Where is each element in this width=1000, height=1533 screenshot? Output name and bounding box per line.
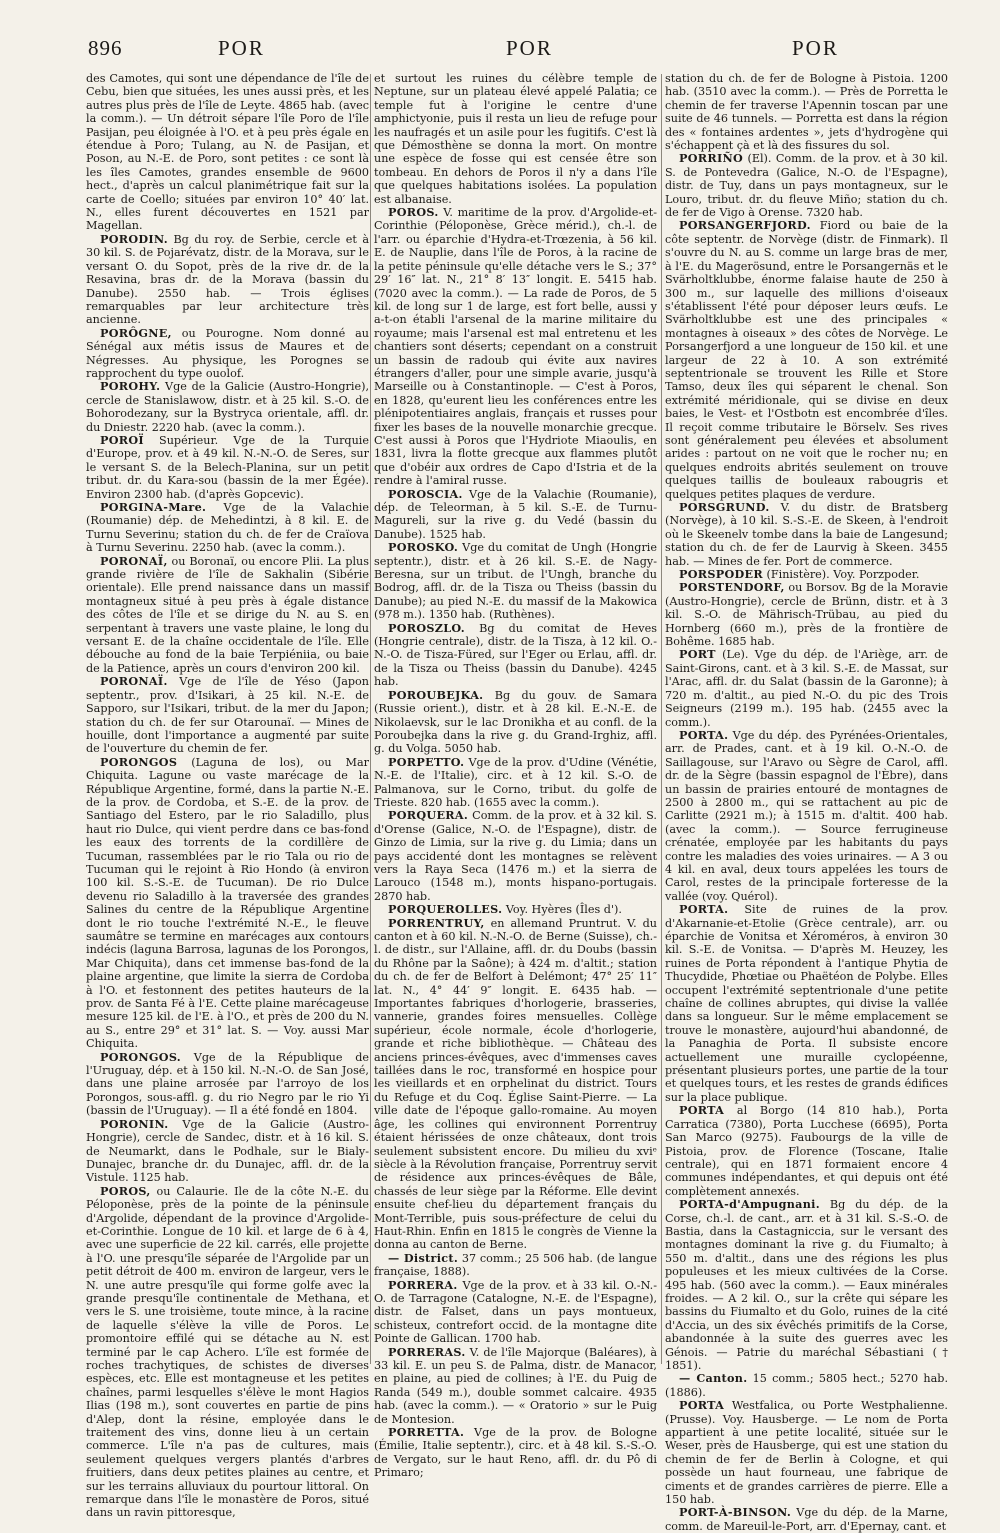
running-headword-right: POR	[792, 36, 839, 60]
entry-text: Fiord ou baie de la côte septentr. de Norvège (distr. de Finmark). Il s'ouvre du N. au S. comme un large bras de mer, à l'E. du Magerösund, entre le Porsangernäs et le Svärholtklubbe, énorme falaise haute de 250 à 300 m., sur laquelle des millions d'oiseaux s'établissent l'été pour déposer leurs œufs. Le Svärholtklubbe est une des principales « montagnes à oiseaux » des côtes de Norvège. Le Porsangerfjord a une longueur de 150 kil. et une largeur de 22 à 10. A son extrémité septentrionale se trouvent les Rille et Store Tamso, deux îles qui séparent le chenal. Son extrémité méridionale, qui se divise en deux baies, le Vest- et l'Ostbotn est encombrée d'îles. Il reçoit comme tributaire le Börselv. Ses rives sont généralement peu élevées et absolument arides : partout on ne voit que le rocher nu; en quelques endroits abrités seulement on trouve quelques taillis de bouleaux rabougris et quelques petites plaques de verdure.	[665, 219, 948, 501]
entry-headword: PORONGOS.	[100, 1049, 182, 1064]
column-divider	[661, 74, 662, 1364]
entry-headword: POROHY.	[100, 379, 161, 394]
dictionary-entry	[374, 541, 657, 621]
entry-headword: PORONAÏ,	[100, 553, 168, 568]
entry-text: (Le). Vge du dép. de l'Ariège, arr. de Saint-Girons, cant. et à 3 kil. S.-E. de Massat, sur l'Arac, affl. dr. du Salat (bassin de la Garonne); à 720 m. d'altit., au pied N.-O. du pic des Trois Seigneurs (2199 m.). 195 hab. (2455 avec la comm.).	[665, 648, 948, 729]
entry-continuation	[665, 72, 948, 152]
dictionary-entry	[86, 327, 369, 381]
entry-text: Vge de la prov. de Bologne (Émilie, Italie septentr.), circ. et à 48 kil. S.-S.-O. de Vergato, sur le haut Reno, affl. dr. du Pô di Primaro;	[374, 1426, 657, 1480]
entry-headword: PORONIN.	[100, 1116, 169, 1131]
entry-text: V. maritime de la prov. d'Argolide-et-Corinthie (Péloponèse, Grèce mérid.), ch.-l. de l'arr. ou éparchie d'Hydra-et-Trœzenia, à 56 kil. E. de Nauplie, dans l'île de Poros, à la racine de la petite péninsule qu'elle détache vers le S.; 37° 29′ 16″ lat. N., 21° 8′ 13″ longit. E. 5415 hab. (7020 avec la comm.). — La rade de Poros, de 5 kil. de long sur 1 de large, est fort belle, aussi y a-t-on établi l'arsenal de la marine militaire du royaume; mais l'arsenal est mal entretenu et les chantiers sont déserts; cependant on a construit un bassin de radoub qui évite aux navires étrangers d'aller, pour une simple avarie, jusqu'à Marseille ou à Constantinople. — C'est à Poros, en 1828, qu'eurent lieu les conférences entre les plénipotentiaires anglais, français et russes pour fixer les bases de la nouvelle monarchie grecque. C'est aussi à Poros que l'Hydriote Miaoulis, en 1831, livra la flotte grecque aux flammes plutôt que d'obéir aux ordres de Capo d'Istria et de la rendre à l'amiral russe.	[374, 206, 658, 488]
entry-headword: PORGINA-Mare.	[100, 500, 207, 514]
dictionary-entry	[665, 1506, 948, 1533]
dictionary-entry	[665, 1399, 948, 1506]
entry-text: Vge de la Valachie (Roumanie) dép. de Mehedintzi, à 8 kil. E. de Turnu Severinu; station du ch. de fer de Craïova à Turnu Severinu. 2250 hab. (avec la comm.).	[86, 501, 369, 555]
entry-text: Vge de la Galicie (Austro-Hongrie), cercle de Stanislawow, distr. et à 25 kil. S.-O. de Bohorodezany, sur la Bystryca orientale, affl. dr. du Dniestr. 2220 hab. (avec la comm.).	[86, 380, 369, 434]
column-divider	[370, 74, 371, 1364]
entry-text: 15 comm.; 5805 hect.; 5270 hab. (1886).	[665, 1372, 948, 1399]
entry-headword: PORONAÏ.	[100, 674, 168, 689]
entry-text: station du ch. de fer de Bologne à Pistoia. 1200 hab. (3510 avec la comm.). — Près de Porretta le chemin de fer traverse l'Apennin toscan par une suite de 46 tunnels. — Porretta est dans la région des « fontaines ardentes », jets d'hydrogène qui s'échappent çà et là des fissures du sol.	[665, 72, 948, 153]
entry-continuation	[86, 72, 369, 233]
entry-text: Vge du comitat de Ungh (Hongrie septentr.), distr. et à 26 kil. S.-E. de Nagy-Beresna, sur un tribut. de l'Ungh, branche du Bodrog, affl. dr. de la Tisza ou Theiss (bassin du Danube); au pied N.-E. du massif de la Makowica (978 m.). 1350 hab. (Ruthènes).	[374, 541, 657, 622]
dictionary-entry	[665, 1198, 948, 1372]
entry-headword: PORSTENDORF,	[679, 580, 785, 595]
entry-headword: PORSPODER	[679, 567, 763, 582]
entry-headword: PORRERAS.	[388, 1344, 466, 1359]
dictionary-entry	[665, 219, 948, 501]
entry-text: Comm. de la prov. et à 32 kil. S. d'Orense (Galice, N.-O. de l'Espagne), distr. de Ginzo de Limia, sur la rive g. du Limia; dans un pays accidenté dont les montagnes se relèvent vers la Raya Seca (1476 m.) et la sierra de Larouco (1548 m.), monts hispano-portugais. 2870 hab.	[374, 809, 657, 903]
entry-text: (Laguna de los), ou Mar Chiquita. Lagune ou vaste marécage de la République Argentine, formé, dans la partie N.-E. de la prov. de Cordoba, et S.-E. de la prov. de Santiago del Estero, par le rio Saladillo, plus haut rio Dulce, qui vient perdre dans ce bas-fond les eaux des torrents de la cordillère de Tucuman, rassemblées par le rio Tala ou rio de Tucuman qui le rejoint à Rio Hondo (à environ 100 kil. S.-S.-E. de Tucuman). De rio Dulce devenu rio Saladillo à la traversée des grandes Salines du centre de la République Argentine dont le rio touche l'extrémité N.-E., le fleuve saumâtre se termine en marécages aux contours indécis (laguna Barrosa, lagunas de los Porongos, Mar Chiquita), dans cet immense bas-fond de la plaine argentine, que limite la sierra de Cordoba à l'O. et festonnent des petites hauteurs de la prov. de Santa Fé à l'E. Cette plaine marécageuse mesure 125 kil. de l'E. à l'O., et près de 200 du N. au S., entre 29° et 31° lat. S. — Voy. aussi Mar Chiquita.	[86, 755, 369, 1051]
dictionary-entry	[86, 1185, 369, 1520]
entry-text: Supérieur. Vge de la Turquie d'Europe, prov. et à 49 kil. N.-N.-O. de Seres, sur le versant S. de la Belech-Planina, sur un petit tribut. dr. du Kara-sou (bassin de la mer Égée). Environ 2300 hab. (d'après Gopcevic).	[86, 433, 369, 501]
dictionary-entry	[86, 1051, 369, 1118]
entry-headword: PORRIÑO	[679, 151, 744, 166]
entry-headword: PORRENTRUY,	[388, 915, 485, 930]
dictionary-entry	[665, 581, 948, 648]
dictionary-entry	[374, 622, 657, 689]
dictionary-entry	[665, 648, 948, 728]
entry-headword: POROSZLO.	[388, 620, 465, 635]
dictionary-entry	[665, 152, 948, 219]
entry-headword: POROUBEJKA.	[388, 687, 484, 702]
entry-headword: PORSGRUND.	[679, 500, 770, 514]
entry-text: en allemand Pruntrut. V. du canton et à 60 kil. N.-N.-O. de Berne (Suisse), ch.-l. de distr., sur l'Allaine, affl. dr. du Doubs (bassin du Rhône par la Saône); à 424 m. d'altit.; station du ch. de fer de Belfort à Delémont; 47° 25′ 11″ lat. N., 4° 44′ 9″ longit. E. 6435 hab. — Importantes fabriques d'horlogerie, brasseries, vannerie, grandes foires mensuelles. Collège supérieur, école normale, école d'horlogerie, grande et riche bibliothèque. — Château des anciens princes-évêques, avec d'immenses caves taillées dans le roc, transformé en hospice pour les vieillards et en orphelinat du district. Tours du Refuge et du Coq. Église Saint-Pierre. — La ville date de l'époque gallo-romaine. Au moyen âge, les collines qui environnent Porrentruy étaient hérissées de onze châteaux, dont trois seulement subsistent encore. Du milieu du xviᵉ siècle à la Révolution française, Porrentruy servit de résidence aux princes-évêques de Bâle, chassés de leur siège par la Réforme. Elle devint ensuite chef-lieu du département français du Mont-Terrible, puis sous-préfecture de celui du Haut-Rhin. Enfin en 1815 le congrès de Vienne la donna au canton de Berne.	[374, 916, 658, 1252]
entry-headword: PORTA-d'Ampugnani.	[679, 1197, 820, 1212]
entry-headword: POROÏ	[100, 432, 144, 447]
entry-headword: PORQUEROLLES.	[388, 902, 503, 917]
dictionary-entry	[86, 756, 369, 1051]
entry-text: Voy. Hyères (Îles d').	[505, 903, 622, 917]
entry-headword: PORÔGNE,	[100, 325, 172, 340]
running-headword-left: POR	[218, 36, 265, 60]
entry-headword: POROSCIA.	[388, 486, 463, 501]
entry-text: Bg du dép. de la Corse, ch.-l. de cant., arr. et à 31 kil. S.-S.-O. de Bastia, dans la Castagniccia, sur le versant des montagnes dominant la rive g. du Fiumalto; à 550 m. d'altit., dans une des régions les plus populeuses et les mieux cultivées de la Corse. 495 hab. (560 avec la comm.). — Eaux minérales froides. — A 2 kil. O., sur la crête qui sépare les bassins du Fiumalto et du Golo, ruines de la cité d'Accia, un des six évêchés primitifs de la Corse, abandonnée à la suite des guerres avec les Génois. — Patrie du maréchal Sébastiani († 1851).	[665, 1198, 948, 1372]
entry-headword: PORRETTA.	[388, 1425, 465, 1440]
entry-text: Site de ruines de la prov. d'Akarnanie-et-Etolie (Grèce centrale), arr. ou éparchie de Vonitsa et Xéroméros, à environ 30 kil. S.-E. de Vonitsa. — D'après M. Heuzey, les ruines de Porta répondent à l'antique Phytia de Thucydide, Phœtiae ou Phaëtéon de Polybe. Elles occupent l'extrémité septentrionale d'une petite chaîne de collines abruptes, qui divise la vallée dans sa longueur. Sur le même emplacement se trouve le monastère, aujourd'hui abandonné, de la Panaghia de Porta. Il subsiste encore actuellement une muraille cyclopéenne, présentant plusieurs portes, une partie de la tour et quelques tours, et les restes de grands édifices sur la place publique.	[665, 903, 948, 1104]
entry-headword: PORODIN.	[100, 231, 168, 246]
entry-text: Vge du dép. de la Marne, comm. de Mareuil-le-Port, arr. d'Epernay, cant. et	[665, 1506, 948, 1533]
dictionary-entry	[665, 1372, 948, 1399]
entry-text: ou Borsov. Bg de la Moravie (Austro-Hongrie), cercle de Brünn, distr. et à 3 kil. S.-O. de Mährisch-Trübau, au pied du Hornberg (660 m.), près de la frontière de Bohême. 1685 hab.	[665, 581, 948, 649]
entry-headword: PORSANGERFJORD.	[679, 218, 811, 233]
dictionary-entry	[86, 501, 369, 555]
entry-headword: POROS,	[100, 1183, 151, 1198]
entry-text: V. de l'île Majorque (Baléares), à 33 kil. E. un peu S. de Palma, distr. de Manacor, en plaine, au pied de collines; à l'E. du Puig de Randa (549 m.), double sommet calcaire. 4935 hab. (avec la comm.). — « Oratorio » sur le Puig de Montesion.	[374, 1345, 657, 1426]
dictionary-entry	[374, 917, 657, 1252]
entry-text: ou Boronaï, ou encore Plii. La plus grande rivière de l'île de Sakhalin (Sibérie orientale). Elle prend naissance dans un massif montagneux situé à peu près à égale distance des côtes de l'île et se dirige du N. au S. en serpentant à travers une vaste plaine, le long du versant E. de la chaîne occidentale de l'île. Elle débouche au fond de la baie Terpiéniia, ou baie de la Patience, après un cours d'environ 200 kil.	[86, 554, 370, 675]
text-column-1	[86, 72, 370, 1520]
entry-text: Bg du gouv. de Samara (Russie orient.), distr. et à 28 kil. E.-N.-E. de Nikolaevsk, sur le lac Dronikha et au confl. de la Poroubejka dans la rive g. du Grand-Irghiz, affl. g. du Volga. 5050 hab.	[374, 688, 657, 756]
entry-text: et surtout les ruines du célèbre temple de Neptune, sur un plateau élevé appelé Palatia; ce temple fut à l'origine le centre d'une amphictyonie, puis il resta un lieu de refuge pour les naufragés et un asile pour les fugitifs. C'est là que Démosthène se donna la mort. On montre une espèce de fosse qui est censée être son tombeau. En dehors de Poros il n'y a dans l'île que quelques habitations isolées. La population est albanaise.	[374, 72, 657, 206]
entry-headword: — District.	[388, 1250, 459, 1265]
entry-headword: PORT-À-BINSON.	[679, 1505, 792, 1520]
dictionary-entry	[374, 206, 657, 488]
dictionary-entry	[374, 1426, 657, 1480]
entry-headword: POROSKO.	[388, 540, 459, 555]
dictionary-entry	[86, 380, 369, 434]
entry-text: ou Calaurie. Ile de la côte N.-E. du Péloponèse, près de la pointe de la péninsule d'Argolide, dépendant de la province d'Argolide-et-Corinthie. Longue de 10 kil. et large de 6 à 4, avec une superficie de 22 kil. carrés, elle projette à l'O. une presqu'île séparée de l'Argolide par un petit détroit de 400 m. environ de largeur, vers le N. une autre presqu'île qui forme golfe avec la grande presqu'île continentale de Methana, et vers le S. une troisième, toute mince, à la racine de laquelle s'élève la ville de Poros. Le promontoire effilé qui se détache au N. est terminé par le cap Achero. L'île est formée de roches trachytiques, de schistes de diverses espèces, etc. Elle est montagneuse et les petites chaînes, parmi lesquelles s'élève le mont Hagios Ilias (198 m.), sont couvertes en partie de pins d'Alep, dont la résine, employée dans le traitement des vins, donne lieu à un certain commerce. L'île n'a pas de cultures, mais seulement quelques vergers plantés d'arbres fruitiers, dans deux petites plaines au centre, et sur les terrains alluviaux du pourtour littoral. On remarque dans l'île le monastère de Poros, situé dans un ravin pittoresque,	[86, 1184, 369, 1520]
entry-text: Bg du comitat de Heves (Hongrie centrale), distr. de la Tisza, à 12 kil. O.-N.-O. de Tisza-Füred, sur l'Eger ou Erlau, affl. dr. de la Tisza ou Theiss (bassin du Danube). 4245 hab.	[374, 621, 657, 689]
entry-text: Vge de la Galicie (Austro-Hongrie), cercle de Sandec, distr. et à 16 kil. S. de Neumarkt, dans le Podhale, sur le Bialy-Dunajec, branche dr. du Dunajec, affl. dr. de la Vistule. 1125 hab.	[86, 1117, 369, 1185]
dictionary-entry	[374, 1252, 657, 1279]
text-column-3	[665, 72, 948, 1533]
entry-headword: PORPETTO.	[388, 754, 465, 769]
dictionary-entry	[665, 1104, 948, 1198]
entry-text: ou Pourogne. Nom donné au Sénégal aux métis issus de Maures et de Négresses. Au physique, les Porognes se rapprochent du type ouolof.	[86, 326, 369, 380]
dictionary-entry	[374, 488, 657, 542]
running-headword-center: POR	[506, 36, 553, 60]
dictionary-entry	[665, 729, 948, 903]
dictionary-entry	[374, 1279, 657, 1346]
dictionary-entry	[374, 809, 657, 903]
dictionary-entry	[86, 434, 369, 501]
entry-text: Vge de la Valachie (Roumanie), dép. de Teleorman, à 5 kil. S.-E. de Turnu-Magureli, sur la rive g. du Vedé (bassin du Danube). 1525 hab.	[374, 487, 657, 541]
dictionary-entry	[665, 903, 948, 1104]
dictionary-entry	[86, 1118, 369, 1185]
text-column-2	[374, 72, 658, 1480]
entry-text: 37 comm.; 25 506 hab. (de langue française, 1888).	[374, 1251, 658, 1279]
page-number: 896	[88, 36, 123, 60]
entry-headword: PORONGOS	[100, 754, 178, 769]
entry-headword: PORTA	[679, 1103, 725, 1118]
dictionary-entry	[86, 233, 369, 327]
dictionary-entry	[374, 903, 657, 916]
entry-text: des Camotes, qui sont une dépendance de l'île de Cebu, bien que situées, les unes aussi près, et les autres plus près de l'île de Leyte. 4865 hab. (avec la comm.). — Un détroit sépare l'île Poro de l'île Pasijan, peu éloignée à l'O. et à peu près égale en étendue à Poro; Tulang, au N. de Pasijan, et Poson, au N.-E. de Poro, sont petites : ce sont là les îles Camotes, grandes ensemble de 9600 hect., d'après un calcul planimétrique fait sur la carte de Coello; situées par environ 10° 40′ lat. N., elles furent découvertes en 1521 par Magellan.	[86, 72, 369, 233]
dictionary-entry	[374, 1346, 657, 1426]
entry-text: Vge de la prov. d'Udine (Vénétie, N.-E. de l'Italie), circ. et à 12 kil. S.-O. de Palmanova, sur le Corno, tribut. du golfe de Trieste. 820 hab. (1655 avec la comm.).	[374, 755, 657, 809]
dictionary-entry	[665, 568, 948, 581]
entry-text: Vge de la prov. et à 33 kil. O.-N.-O. de Tarragone (Catalogne, N.-E. de l'Espagne), distr. de Falset, dans un pays montueux, schisteux, contrefort occid. de la montagne dite Pointe de Gallican. 1700 hab.	[374, 1278, 657, 1346]
entry-text: Vge de l'île de Yéso (Japon septentr., prov. d'Isikari, à 25 kil. N.-E. de Sapporo, sur l'Isikari, tribut. de la mer du Japon; station du ch. de fer sur Otarounaï. — Mines de houille, dont l'importance a augmenté par suite de l'ouverture du chemin de fer.	[86, 675, 369, 756]
entry-headword: — Canton.	[679, 1371, 748, 1386]
entry-headword: POROS.	[388, 205, 439, 220]
entry-text: Vge de la République de l'Uruguay, dép. et à 150 kil. N.-N.-O. de San José, dans une plaine arrosée par l'arroyo de los Porongos, sous-affl. g. du rio Negro par le rio Yi (bassin de l'Uruguay). — Il a été fondé en 1804.	[86, 1050, 369, 1118]
entry-headword: PORTA.	[679, 902, 729, 917]
entry-text: al Borgo (14 810 hab.), Porta Carratica (7380), Porta Lucchese (6695), Porta San Marco (9275). Faubourgs de la ville de Pistoia, prov. de Florence (Toscane, Italie centrale), qui en 1871 formaient encore 4 communes indépendantes, et qui depuis ont été complètement annexés.	[665, 1104, 948, 1198]
entry-continuation	[374, 72, 657, 206]
dictionary-entry	[374, 756, 657, 810]
dictionary-entry	[665, 501, 948, 568]
entry-headword: PORTA	[679, 1398, 725, 1413]
entry-text: Westfalica, ou Porte Westphalienne. (Prusse). Voy. Hausberge. — Le nom de Porta appartient à une petite localité, située sur le Weser, près de Hausberge, qui est une station du chemin de fer de Berlin à Cologne, et qui possède un haut fourneau, une fabrique de ciments et de grandes carrières de pierre. Elle a 150 hab.	[665, 1399, 948, 1507]
running-header	[88, 36, 948, 70]
entry-text: Vge du dép. des Pyrénées-Orientales, arr. de Prades, cant. et à 19 kil. O.-N.-O. de Saillagouse, sur l'Aravo ou Sègre de Carol, affl. dr. de la Sègre (bassin espagnol de l'Èbre), dans un bassin de prairies entouré de montagnes de 2500 à 2800 m., qui se rattachent au pic de Carlitte (2921 m.); à 1515 m. d'altit. 400 hab. (avec la comm.). — Source ferrugineuse crénatée, employée par les habitants du pays contre les maladies des voies urinaires. — A 3 ou 4 kil. en aval, deux tours appelées les tours de Carol, restes de la principale forteresse de la vallée (voy. Quérol).	[665, 728, 948, 903]
dictionary-entry	[86, 675, 369, 755]
entry-text: (El). Comm. de la prov. et à 30 kil. S. de Pontevedra (Galice, N.-O. de l'Espagne), distr. de Tuy, dans un pays montagneux, sur le Louro, tribut. dr. du fleuve Miño; station du ch. de fer de Vigo à Orense. 7320 hab.	[665, 152, 948, 220]
dictionary-entry	[374, 689, 657, 756]
entry-headword: PORRERA.	[388, 1277, 458, 1292]
entry-text: (Finistère). Voy. Porzpoder.	[766, 568, 920, 582]
entry-headword: PORQUERA.	[388, 808, 469, 823]
entry-text: V. du distr. de Bratsberg (Norvège), à 10 kil. S.-S.-E. de Skeen, à l'endroit où le Skeenelv tombe dans la baie de Langesund; station du ch. de fer de Laurvig à Skeen. 3455 hab. — Mines de fer. Port de commerce.	[665, 501, 948, 568]
entry-headword: PORT	[679, 647, 716, 662]
entry-text: Bg du roy. de Serbie, cercle et à 30 kil. S. de Pojarévatz, distr. de la Morava, sur le versant O. du Sopot, près de la rive dr. de la Resavina, bras dr. de la Morava (bassin du Danube). 2550 hab. — Trois églises remarquables par leur architecture très ancienne.	[86, 232, 369, 327]
entry-headword: PORTA.	[679, 727, 729, 742]
dictionary-entry	[86, 555, 369, 676]
